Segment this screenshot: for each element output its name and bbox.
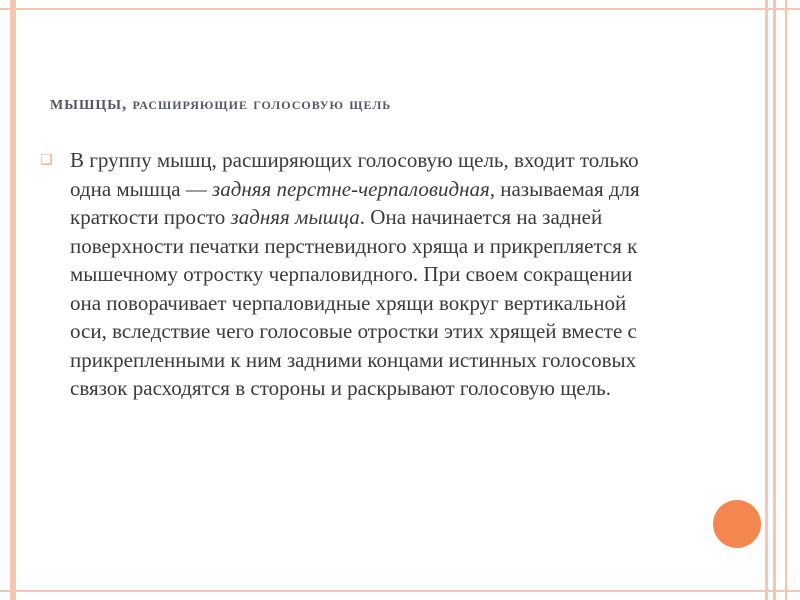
- slide-title: [50, 92, 750, 115]
- slide-body: [40, 146, 660, 403]
- paragraph-run: называемая для краткости просто: [70, 176, 640, 229]
- slide-title-rest: , расширяющие голосовую щель: [121, 94, 392, 113]
- paragraph-italic-run: задняя перстне-черпаловидная,: [212, 176, 495, 201]
- frame-left-line: [10, 0, 16, 600]
- paragraph: [70, 146, 660, 403]
- frame-bottom-line: [0, 590, 800, 592]
- accent-dot: [713, 500, 761, 548]
- paragraph-run: В группу мышц, расширяющих голосовую щель, входит только одна мышца —: [70, 148, 639, 201]
- frame-right-line-inner: [773, 0, 776, 600]
- frame-top-line: [0, 8, 800, 10]
- paragraph-italic-run: задняя мышца: [230, 205, 360, 229]
- frame-right-line-edge: [785, 0, 787, 600]
- bullet-icon: ❑: [40, 152, 53, 168]
- bullet-item: [40, 146, 660, 403]
- slide-title-lead: мышцы: [50, 92, 122, 114]
- frame-right-line-outer: [765, 0, 768, 600]
- paragraph-run: . Она начинается на задней поверхности печатки перстневидного хряща и прикрепляется к мышечному отростку черпаловидного. При своем сокращении она поворачивает черпаловидные хрящи вокруг вертикальной оси, вследствие чего голосовые отростки этих хрящей вместе с прикрепленными к ним задними концами истинных голосовых связок расходятся в стороны и раскрывают голосовую щель.: [70, 205, 638, 400]
